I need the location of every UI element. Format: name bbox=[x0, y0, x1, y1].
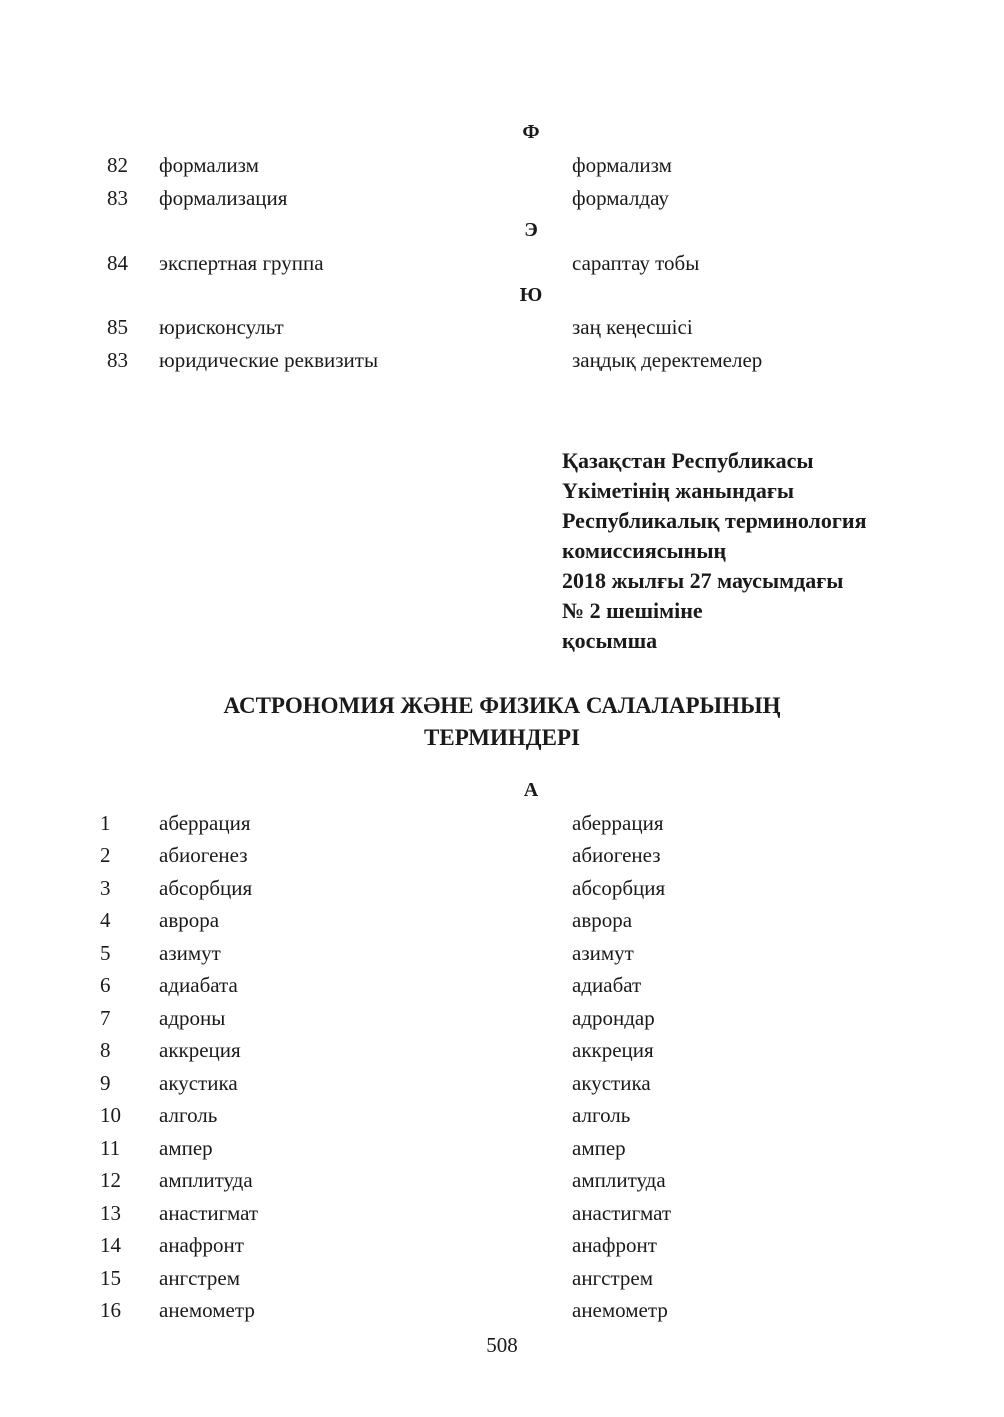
term-row bbox=[0, 1099, 1004, 1131]
term-row bbox=[0, 1197, 1004, 1229]
title-line: ТЕРМИНДЕРІ bbox=[424, 725, 580, 750]
appendix-line: комиссиясының bbox=[562, 538, 727, 563]
term-kazakh: формалдау bbox=[572, 186, 669, 210]
term-number: 16 bbox=[100, 1298, 121, 1322]
term-russian: анафронт bbox=[159, 1233, 244, 1257]
term-row bbox=[0, 1229, 1004, 1261]
appendix-line: 2018 жылғы 27 маусымдағы bbox=[562, 568, 844, 593]
appendix-line: Үкіметінің жанындағы bbox=[562, 478, 795, 503]
term-kazakh: аккреция bbox=[572, 1038, 654, 1062]
term-row bbox=[0, 247, 1004, 279]
term-number: 4 bbox=[100, 908, 111, 932]
term-russian: юридические реквизиты bbox=[159, 348, 379, 372]
term-russian: адиабата bbox=[159, 973, 238, 997]
document-title bbox=[100, 690, 904, 754]
term-row bbox=[0, 969, 1004, 1001]
term-russian: амплитуда bbox=[159, 1168, 253, 1192]
section-letter-a: А bbox=[523, 779, 539, 801]
term-kazakh: формализм bbox=[572, 153, 672, 177]
term-russian: экспертная группа bbox=[159, 251, 324, 275]
term-russian: аврора bbox=[159, 908, 220, 932]
term-number: 14 bbox=[100, 1233, 121, 1257]
appendix-line: № 2 шешіміне bbox=[562, 598, 703, 623]
term-number: 3 bbox=[100, 876, 111, 900]
term-row bbox=[0, 311, 1004, 343]
term-kazakh: аврора bbox=[572, 908, 633, 932]
term-row bbox=[0, 904, 1004, 936]
section-letter-e: Э bbox=[524, 219, 538, 241]
term-kazakh: адрондар bbox=[572, 1006, 655, 1030]
term-kazakh: алголь bbox=[572, 1103, 631, 1127]
term-row bbox=[0, 1002, 1004, 1034]
term-number: 12 bbox=[100, 1168, 121, 1192]
term-number: 9 bbox=[100, 1071, 111, 1095]
term-russian: адроны bbox=[159, 1006, 226, 1030]
term-number: 6 bbox=[100, 973, 111, 997]
section-letter-f: Ф bbox=[522, 121, 540, 143]
term-number: 1 bbox=[100, 811, 111, 835]
term-number: 13 bbox=[100, 1201, 121, 1225]
term-row bbox=[0, 1132, 1004, 1164]
appendix-note bbox=[562, 446, 992, 656]
term-number: 85 bbox=[107, 315, 128, 339]
term-row bbox=[0, 872, 1004, 904]
appendix-line: Республикалық терминология bbox=[562, 508, 867, 533]
term-kazakh: анемометр bbox=[572, 1298, 668, 1322]
term-russian: алголь bbox=[159, 1103, 218, 1127]
term-kazakh: заң кеңесшісі bbox=[572, 315, 693, 339]
term-row bbox=[0, 1067, 1004, 1099]
term-row bbox=[0, 344, 1004, 376]
term-russian: анастигмат bbox=[159, 1201, 259, 1225]
term-russian: акустика bbox=[159, 1071, 238, 1095]
term-number: 15 bbox=[100, 1266, 121, 1290]
term-kazakh: анастигмат bbox=[572, 1201, 672, 1225]
term-russian: ангстрем bbox=[159, 1266, 241, 1290]
title-line: АСТРОНОМИЯ ЖӘНЕ ФИЗИКА САЛАЛАРЫНЫҢ bbox=[223, 693, 781, 718]
term-number: 2 bbox=[100, 843, 111, 867]
term-number: 83 bbox=[107, 348, 128, 372]
term-kazakh: акустика bbox=[572, 1071, 651, 1095]
term-kazakh: амплитуда bbox=[572, 1168, 666, 1192]
term-russian: аккреция bbox=[159, 1038, 241, 1062]
term-number: 82 bbox=[107, 153, 128, 177]
term-number: 11 bbox=[100, 1136, 121, 1160]
term-number: 7 bbox=[100, 1006, 111, 1030]
term-number: 8 bbox=[100, 1038, 111, 1062]
term-russian: абиогенез bbox=[159, 843, 248, 867]
appendix-line: Қазақстан Республикасы bbox=[562, 448, 814, 473]
term-row bbox=[0, 807, 1004, 839]
term-row bbox=[0, 149, 1004, 181]
term-row bbox=[0, 937, 1004, 969]
term-row bbox=[0, 1294, 1004, 1326]
term-kazakh: аберрация bbox=[572, 811, 664, 835]
term-number: 83 bbox=[107, 186, 128, 210]
term-kazakh: адиабат bbox=[572, 973, 642, 997]
term-russian: азимут bbox=[159, 941, 221, 965]
term-kazakh: абиогенез bbox=[572, 843, 661, 867]
page-number: 508 bbox=[486, 1333, 518, 1357]
term-kazakh: сараптау тобы bbox=[572, 251, 700, 275]
appendix-line: қосымша bbox=[562, 628, 658, 653]
term-russian: формализация bbox=[159, 186, 288, 210]
term-row bbox=[0, 839, 1004, 871]
term-russian: анемометр bbox=[159, 1298, 255, 1322]
term-kazakh: азимут bbox=[572, 941, 634, 965]
term-russian: абсорбция bbox=[159, 876, 253, 900]
term-russian: аберрация bbox=[159, 811, 251, 835]
term-row bbox=[0, 1034, 1004, 1066]
term-russian: ампер bbox=[159, 1136, 213, 1160]
term-row bbox=[0, 182, 1004, 214]
term-russian: юрисконсульт bbox=[159, 315, 284, 339]
term-row bbox=[0, 1262, 1004, 1294]
term-kazakh: ангстрем bbox=[572, 1266, 654, 1290]
term-kazakh: анафронт bbox=[572, 1233, 657, 1257]
term-kazakh: заңдық деректемелер bbox=[572, 348, 763, 372]
term-number: 84 bbox=[107, 251, 128, 275]
term-kazakh: ампер bbox=[572, 1136, 626, 1160]
section-letter-yu: Ю bbox=[519, 284, 543, 306]
term-number: 5 bbox=[100, 941, 111, 965]
term-row bbox=[0, 1164, 1004, 1196]
term-kazakh: абсорбция bbox=[572, 876, 666, 900]
term-number: 10 bbox=[100, 1103, 121, 1127]
term-russian: формализм bbox=[159, 153, 259, 177]
